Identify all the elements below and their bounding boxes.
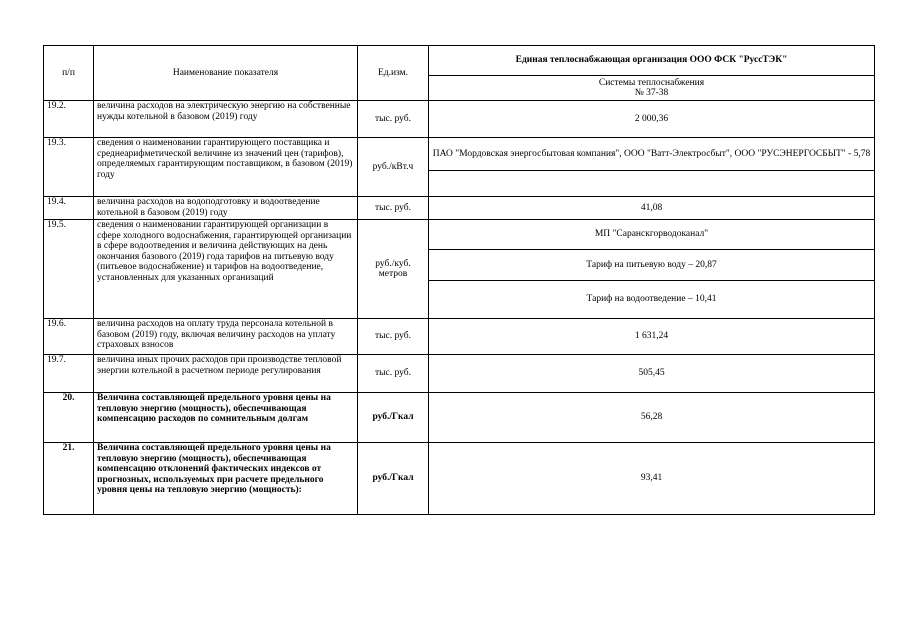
row-unit: тыс. руб. [358, 319, 429, 355]
row-num: 19.6. [44, 319, 94, 355]
row-num: 19.5. [44, 220, 94, 319]
table-row [44, 220, 875, 250]
row-value-drain: Тариф на водоотведение – 10,41 [429, 281, 875, 319]
row-num: 19.4. [44, 197, 94, 220]
row-unit: руб./куб. метров [358, 220, 429, 319]
row-name: величина иных прочих расходов при производстве тепловой энергии котельной в расчетном периоде регулирования [94, 355, 358, 393]
row-value: 56,28 [429, 393, 875, 443]
row-num: 19.7. [44, 355, 94, 393]
row-unit: руб./Гкал [358, 443, 429, 515]
row-num: 21. [44, 443, 94, 515]
row-name: сведения о наименовании гарантирующей организации в сфере холодного водоснабжения, гарантирующей организации в сфере водоотведения и величина действующих на день окончания базового (2019) года тарифов на питьевую воду (питьевое водоснабжение) и тарифов на водоотведение, установленных для указанных организаций [94, 220, 358, 319]
table-row [44, 355, 875, 393]
row-value: 2 000,36 [429, 101, 875, 138]
row-num: 19.3. [44, 138, 94, 197]
row-value-empty [429, 171, 875, 197]
row-unit: тыс. руб. [358, 197, 429, 220]
row-value: 93,41 [429, 443, 875, 515]
header-num: п/п [44, 46, 94, 101]
table-row [44, 138, 875, 171]
row-unit: тыс. руб. [358, 101, 429, 138]
row-name: сведения о наименовании гарантирующего поставщика и среднеарифметической величине из значений цен (тарифов), определяемых гарантирующим поставщиком, в базовом (2019) году [94, 138, 358, 197]
systems-line1: Системы теплоснабжения [598, 77, 705, 88]
row-num: 19.2. [44, 101, 94, 138]
header-systems [429, 76, 875, 101]
row-name: Величина составляющей предельного уровня цены на тепловую энергию (мощность), обеспечивающая компенсацию расходов по сомнительным долгам [94, 393, 358, 443]
row-value: 1 631,24 [429, 319, 875, 355]
row-num: 20. [44, 393, 94, 443]
row-unit: руб./кВт.ч [358, 138, 429, 197]
systems-line2: № 37-38 [634, 88, 669, 98]
row-value-water: Тариф на питьевую воду – 20,87 [429, 250, 875, 281]
row-value: 41,08 [429, 197, 875, 220]
header-org: Единая теплоснабжающая организация ООО ФСК "РуссТЭК" [429, 46, 875, 76]
row-name: величина расходов на оплату труда персонала котельной в базовом (2019) году, включая величину расходов на уплату страховых взносов [94, 319, 358, 355]
row-name: величина расходов на электрическую энергию на собственные нужды котельной в базовом (2019) году [94, 101, 358, 138]
row-unit: тыс. руб. [358, 355, 429, 393]
table-row [44, 101, 875, 138]
row-name: величина расходов на водоподготовку и водоотведение котельной в базовом (2019) году [94, 197, 358, 220]
row-unit: руб./Гкал [358, 393, 429, 443]
table-row [44, 319, 875, 355]
table-row [44, 443, 875, 515]
row-value: 505,45 [429, 355, 875, 393]
table-row [44, 197, 875, 220]
header-unit: Ед.изм. [358, 46, 429, 101]
row-value: ПАО "Мордовская энергосбытовая компания", ООО "Ватт-Электросбыт", ООО "РУСЭНЕРГОСБЫТ" - 5,78 [429, 138, 875, 171]
row-value-org: МП "Саранскгорводоканал" [429, 220, 875, 250]
tariff-table [43, 45, 875, 515]
row-name: Величина составляющей предельного уровня цены на тепловую энергию (мощность), обеспечивающая компенсацию отклонений фактических индексов от прогнозных, используемых при расчете предельного уровня цены на тепловую энергию (мощность): [94, 443, 358, 515]
table-row [44, 393, 875, 443]
header-name: Наименование показателя [94, 46, 358, 101]
